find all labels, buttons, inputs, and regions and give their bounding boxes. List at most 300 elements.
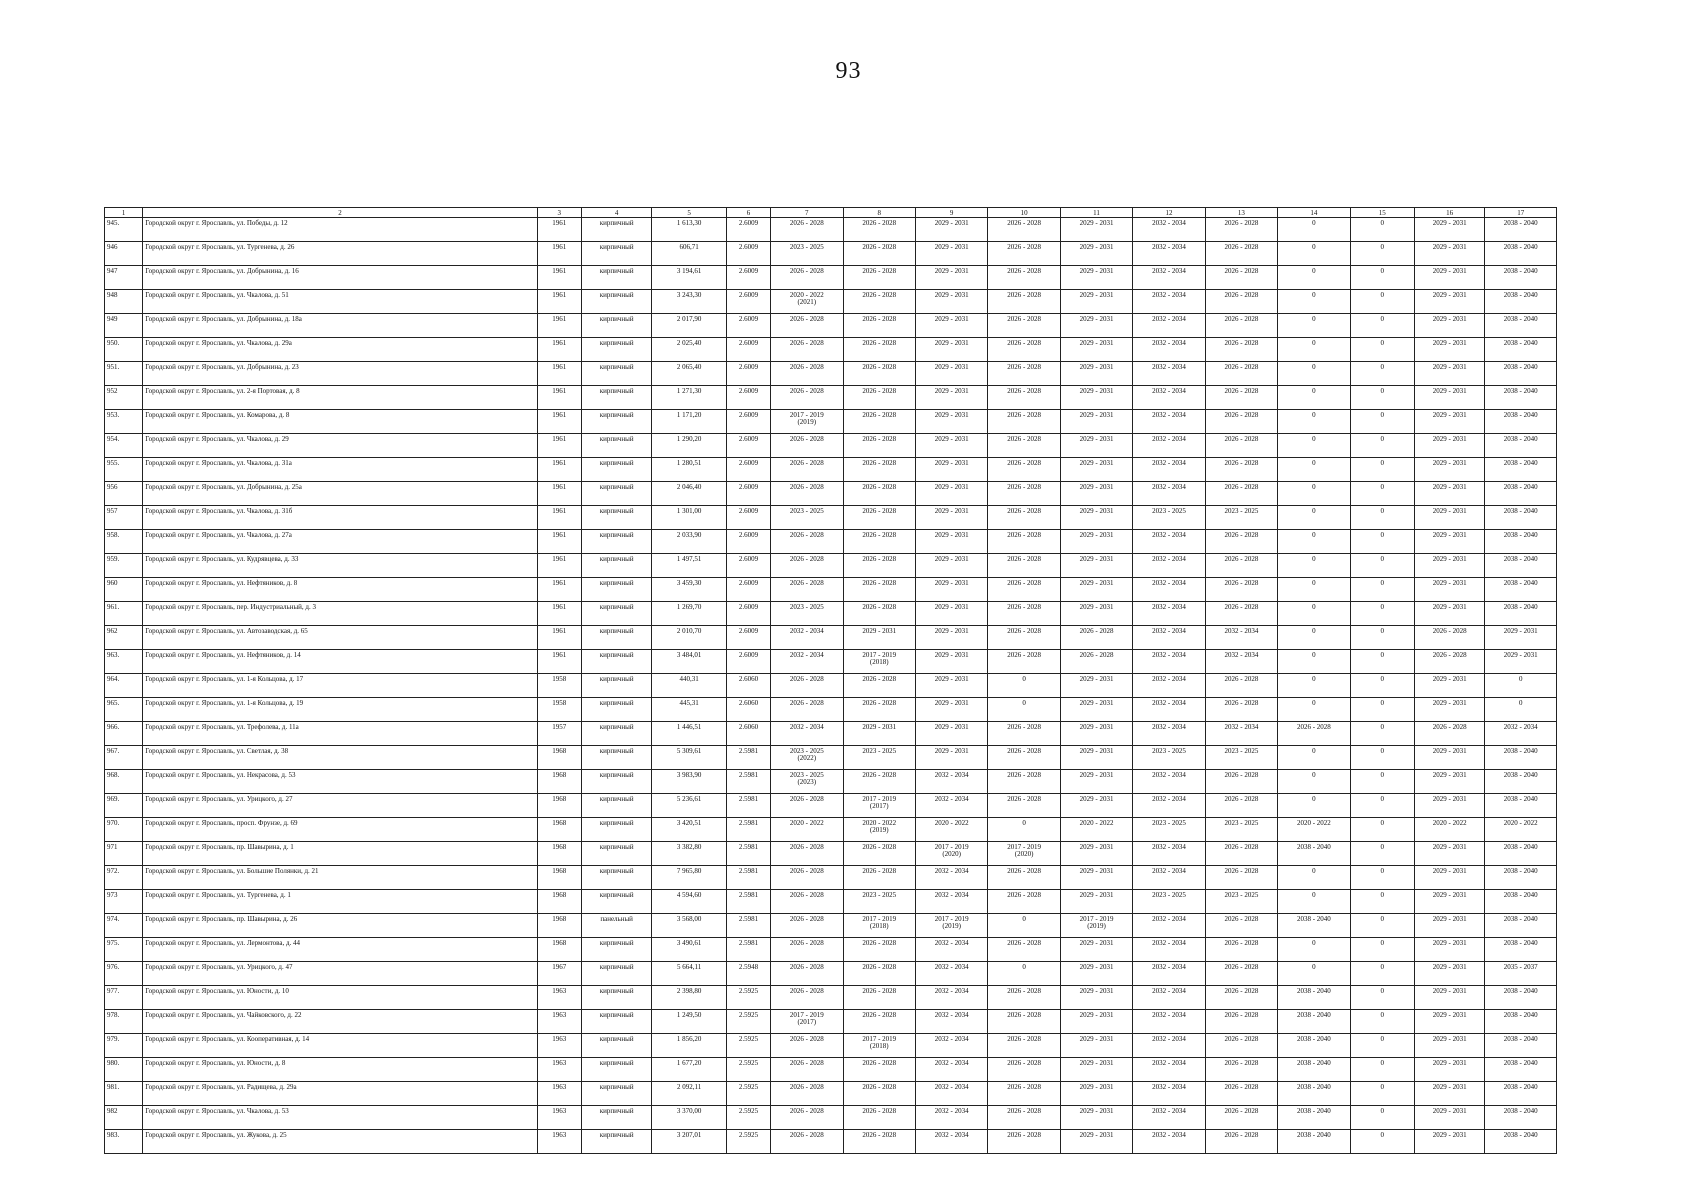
period-10-cell: 2026 - 2028 (988, 506, 1060, 530)
table-row (105, 1082, 1557, 1106)
column-number-3: 3 (537, 208, 581, 218)
year-built-cell: 1961 (537, 458, 581, 482)
address-cell: Городской округ г. Ярославль, ул. Автозаводская, д. 65 (143, 626, 537, 650)
table-row (105, 458, 1557, 482)
period-11-cell: 2029 - 2031 (1060, 410, 1132, 434)
row-number-cell: 969. (105, 794, 143, 818)
period-15-cell: 0 (1350, 938, 1414, 962)
coefficient-cell: 2.5981 (726, 866, 770, 890)
period-14-cell: 2020 - 2022 (1278, 818, 1350, 842)
year-built-cell: 1968 (537, 770, 581, 794)
period-9-cell: 2032 - 2034 (915, 1082, 987, 1106)
table-row (105, 290, 1557, 314)
period-12-cell: 2032 - 2034 (1133, 986, 1205, 1010)
column-number-16: 16 (1414, 208, 1484, 218)
period-13-cell: 2026 - 2028 (1205, 1010, 1277, 1034)
period-14-cell: 0 (1278, 866, 1350, 890)
row-number-cell: 945. (105, 218, 143, 242)
period-12-cell: 2032 - 2034 (1133, 314, 1205, 338)
period-13-cell: 2026 - 2028 (1205, 986, 1277, 1010)
table-row (105, 962, 1557, 986)
period-10-cell: 0 (988, 962, 1060, 986)
period-13-cell: 2026 - 2028 (1205, 674, 1277, 698)
period-7-cell: 2026 - 2028 (771, 362, 843, 386)
period-11-cell: 2029 - 2031 (1060, 314, 1132, 338)
period-11-cell: 2029 - 2031 (1060, 866, 1132, 890)
period-9-cell: 2029 - 2031 (915, 386, 987, 410)
address-cell: Городской округ г. Ярославль, ул. Тургенева, д. 26 (143, 242, 537, 266)
area-cell: 1 677,20 (652, 1058, 726, 1082)
coefficient-cell: 2.5981 (726, 818, 770, 842)
wall-material-cell: кирпичный (581, 506, 651, 530)
period-12-cell: 2032 - 2034 (1133, 482, 1205, 506)
period-actual-year: (2018) (869, 1042, 889, 1050)
period-9-cell: 2029 - 2031 (915, 698, 987, 722)
period-17-cell: 2038 - 2040 (1485, 218, 1557, 242)
coefficient-cell: 2.6009 (726, 338, 770, 362)
period-16-cell: 2029 - 2031 (1414, 602, 1484, 626)
period-9-cell: 2020 - 2022 (915, 818, 987, 842)
area-cell: 3 490,61 (652, 938, 726, 962)
wall-material-cell: кирпичный (581, 482, 651, 506)
period-15-cell: 0 (1350, 986, 1414, 1010)
year-built-cell: 1968 (537, 842, 581, 866)
period-12-cell: 2032 - 2034 (1133, 410, 1205, 434)
period-13-cell: 2026 - 2028 (1205, 242, 1277, 266)
period-7-cell: 2026 - 2028 (771, 1058, 843, 1082)
period-17-cell: 2038 - 2040 (1485, 482, 1557, 506)
area-cell: 1 301,00 (652, 506, 726, 530)
period-14-cell: 0 (1278, 746, 1350, 770)
year-built-cell: 1961 (537, 530, 581, 554)
row-number-cell: 978. (105, 1010, 143, 1034)
period-14-cell: 0 (1278, 674, 1350, 698)
address-cell: Городской округ г. Ярославль, ул. Кудрявцева, д. 33 (143, 554, 537, 578)
period-17-cell: 2032 - 2034 (1485, 722, 1557, 746)
year-built-cell: 1963 (537, 1106, 581, 1130)
row-number-cell: 961. (105, 602, 143, 626)
period-9-cell: 2029 - 2031 (915, 626, 987, 650)
period-8-cell: 2026 - 2028 (843, 530, 915, 554)
period-16-cell: 2029 - 2031 (1414, 482, 1484, 506)
coefficient-cell: 2.6009 (726, 650, 770, 674)
address-cell: Городской округ г. Ярославль, ул. Добрынина, д. 18а (143, 314, 537, 338)
area-cell: 5 309,61 (652, 746, 726, 770)
period-16-cell: 2029 - 2031 (1414, 866, 1484, 890)
area-cell: 1 497,51 (652, 554, 726, 578)
coefficient-cell: 2.5981 (726, 914, 770, 938)
period-7-cell (771, 1010, 843, 1034)
table-row (105, 722, 1557, 746)
address-cell: Городской округ г. Ярославль, ул. Чкалова, д. 29 (143, 434, 537, 458)
column-number-6: 6 (726, 208, 770, 218)
period-15-cell: 0 (1350, 1034, 1414, 1058)
year-built-cell: 1958 (537, 698, 581, 722)
column-number-14: 14 (1278, 208, 1350, 218)
row-number-cell: 982 (105, 1106, 143, 1130)
table-row (105, 1130, 1557, 1154)
period-8-cell: 2023 - 2025 (843, 746, 915, 770)
period-12-cell: 2032 - 2034 (1133, 266, 1205, 290)
period-15-cell: 0 (1350, 242, 1414, 266)
period-8-cell: 2029 - 2031 (843, 722, 915, 746)
period-13-cell: 2023 - 2025 (1205, 506, 1277, 530)
period-9-cell: 2029 - 2031 (915, 434, 987, 458)
year-built-cell: 1957 (537, 722, 581, 746)
period-12-cell: 2032 - 2034 (1133, 530, 1205, 554)
period-14-cell: 0 (1278, 890, 1350, 914)
wall-material-cell: кирпичный (581, 866, 651, 890)
period-8-cell: 2026 - 2028 (843, 266, 915, 290)
row-number-cell: 967. (105, 746, 143, 770)
period-16-cell: 2029 - 2031 (1414, 338, 1484, 362)
period-14-cell: 0 (1278, 938, 1350, 962)
period-8-cell: 2026 - 2028 (843, 698, 915, 722)
period-11-cell: 2029 - 2031 (1060, 1082, 1132, 1106)
wall-material-cell: кирпичный (581, 818, 651, 842)
period-actual-year: (2023) (797, 778, 817, 786)
coefficient-cell: 2.6009 (726, 242, 770, 266)
period-17-cell: 2020 - 2022 (1485, 818, 1557, 842)
period-9-cell: 2029 - 2031 (915, 458, 987, 482)
period-16-cell: 2029 - 2031 (1414, 506, 1484, 530)
period-12-cell: 2032 - 2034 (1133, 674, 1205, 698)
coefficient-cell: 2.5948 (726, 962, 770, 986)
wall-material-cell: кирпичный (581, 1082, 651, 1106)
period-16-cell: 2029 - 2031 (1414, 1130, 1484, 1154)
period-13-cell: 2026 - 2028 (1205, 938, 1277, 962)
address-cell: Городской округ г. Ярославль, ул. 1-я Кольцова, д. 17 (143, 674, 537, 698)
period-11-cell: 2029 - 2031 (1060, 962, 1132, 986)
year-built-cell: 1963 (537, 1010, 581, 1034)
period-11-cell: 2029 - 2031 (1060, 434, 1132, 458)
period-13-cell: 2032 - 2034 (1205, 650, 1277, 674)
period-7-cell (771, 746, 843, 770)
coefficient-cell: 2.5925 (726, 1010, 770, 1034)
wall-material-cell: кирпичный (581, 314, 651, 338)
period-10-cell: 2026 - 2028 (988, 1010, 1060, 1034)
wall-material-cell: кирпичный (581, 626, 651, 650)
period-17-cell: 2038 - 2040 (1485, 290, 1557, 314)
period-15-cell: 0 (1350, 626, 1414, 650)
period-14-cell: 2038 - 2040 (1278, 1034, 1350, 1058)
period-actual-year: (2018) (869, 922, 889, 930)
period-16-cell: 2029 - 2031 (1414, 314, 1484, 338)
period-8-cell: 2026 - 2028 (843, 290, 915, 314)
row-number-cell: 965. (105, 698, 143, 722)
wall-material-cell: кирпичный (581, 1106, 651, 1130)
period-15-cell: 0 (1350, 842, 1414, 866)
address-cell: Городской округ г. Ярославль, ул. Чайковского, д. 22 (143, 1010, 537, 1034)
area-cell: 3 207,01 (652, 1130, 726, 1154)
year-built-cell: 1961 (537, 482, 581, 506)
period-9-cell: 2032 - 2034 (915, 866, 987, 890)
period-14-cell: 0 (1278, 338, 1350, 362)
year-built-cell: 1961 (537, 386, 581, 410)
period-8-cell: 2026 - 2028 (843, 218, 915, 242)
period-12-cell: 2032 - 2034 (1133, 1034, 1205, 1058)
period-9-cell: 2029 - 2031 (915, 290, 987, 314)
period-14-cell: 2038 - 2040 (1278, 1082, 1350, 1106)
period-13-cell: 2032 - 2034 (1205, 626, 1277, 650)
row-number-cell: 968. (105, 770, 143, 794)
period-7-cell: 2026 - 2028 (771, 266, 843, 290)
period-10-cell: 0 (988, 818, 1060, 842)
period-13-cell: 2026 - 2028 (1205, 314, 1277, 338)
row-number-cell: 953. (105, 410, 143, 434)
area-cell: 1 446,51 (652, 722, 726, 746)
year-built-cell: 1958 (537, 674, 581, 698)
period-9-cell: 2029 - 2031 (915, 314, 987, 338)
period-9-cell: 2029 - 2031 (915, 410, 987, 434)
row-number-cell: 983. (105, 1130, 143, 1154)
wall-material-cell: кирпичный (581, 290, 651, 314)
period-8-cell: 2026 - 2028 (843, 962, 915, 986)
period-9-cell: 2029 - 2031 (915, 578, 987, 602)
period-15-cell: 0 (1350, 914, 1414, 938)
area-cell: 2 033,90 (652, 530, 726, 554)
address-cell: Городской округ г. Ярославль, пр. Шавырина, д. 26 (143, 914, 537, 938)
address-cell: Городской округ г. Ярославль, ул. Трефолева, д. 11а (143, 722, 537, 746)
period-10-cell: 2026 - 2028 (988, 554, 1060, 578)
period-11-cell: 2029 - 2031 (1060, 890, 1132, 914)
period-8-cell: 2026 - 2028 (843, 1058, 915, 1082)
period-13-cell: 2026 - 2028 (1205, 362, 1277, 386)
period-17-cell: 2038 - 2040 (1485, 938, 1557, 962)
period-13-cell: 2026 - 2028 (1205, 458, 1277, 482)
address-cell: Городской округ г. Ярославль, ул. Урицкого, д. 27 (143, 794, 537, 818)
period-15-cell: 0 (1350, 650, 1414, 674)
period-7-cell: 2026 - 2028 (771, 338, 843, 362)
area-cell: 3 370,00 (652, 1106, 726, 1130)
period-13-cell: 2026 - 2028 (1205, 386, 1277, 410)
column-number-4: 4 (581, 208, 651, 218)
address-cell: Городской округ г. Ярославль, ул. 1-я Кольцова, д. 19 (143, 698, 537, 722)
period-10-cell: 2026 - 2028 (988, 746, 1060, 770)
column-number-15: 15 (1350, 208, 1414, 218)
period-12-cell: 2032 - 2034 (1133, 866, 1205, 890)
wall-material-cell: кирпичный (581, 602, 651, 626)
period-14-cell: 0 (1278, 794, 1350, 818)
year-built-cell: 1968 (537, 890, 581, 914)
period-main: 2017 - 2019 (789, 1011, 824, 1019)
period-14-cell: 0 (1278, 530, 1350, 554)
period-7-cell: 2023 - 2025 (771, 602, 843, 626)
period-14-cell: 2038 - 2040 (1278, 1106, 1350, 1130)
address-cell: Городской округ г. Ярославль, ул. Большие Полянки, д. 21 (143, 866, 537, 890)
period-8-cell: 2026 - 2028 (843, 242, 915, 266)
row-number-cell: 973 (105, 890, 143, 914)
period-10-cell: 2026 - 2028 (988, 722, 1060, 746)
row-number-cell: 979. (105, 1034, 143, 1058)
table-row (105, 698, 1557, 722)
area-cell: 3 484,01 (652, 650, 726, 674)
period-16-cell: 2029 - 2031 (1414, 434, 1484, 458)
period-13-cell: 2026 - 2028 (1205, 866, 1277, 890)
period-13-cell: 2026 - 2028 (1205, 914, 1277, 938)
row-number-cell: 946 (105, 242, 143, 266)
period-8-cell: 2026 - 2028 (843, 458, 915, 482)
period-8-cell: 2026 - 2028 (843, 842, 915, 866)
period-7-cell: 2026 - 2028 (771, 1082, 843, 1106)
year-built-cell: 1968 (537, 866, 581, 890)
period-10-cell: 2026 - 2028 (988, 890, 1060, 914)
period-main: 2017 - 2019 (934, 843, 969, 851)
period-9-cell: 2032 - 2034 (915, 1034, 987, 1058)
period-13-cell: 2026 - 2028 (1205, 962, 1277, 986)
period-8-cell: 2026 - 2028 (843, 986, 915, 1010)
wall-material-cell: кирпичный (581, 386, 651, 410)
period-16-cell: 2029 - 2031 (1414, 458, 1484, 482)
table-row (105, 434, 1557, 458)
period-11-cell (1060, 914, 1132, 938)
period-actual-year: (2020) (942, 850, 961, 858)
coefficient-cell: 2.6009 (726, 482, 770, 506)
period-12-cell: 2032 - 2034 (1133, 842, 1205, 866)
year-built-cell: 1968 (537, 746, 581, 770)
period-13-cell: 2026 - 2028 (1205, 1106, 1277, 1130)
column-number-8: 8 (843, 208, 915, 218)
period-13-cell: 2026 - 2028 (1205, 842, 1277, 866)
period-9-cell: 2032 - 2034 (915, 1058, 987, 1082)
period-14-cell: 2026 - 2028 (1278, 722, 1350, 746)
period-7-cell: 2026 - 2028 (771, 314, 843, 338)
period-17-cell: 2038 - 2040 (1485, 746, 1557, 770)
area-cell: 5 664,11 (652, 962, 726, 986)
period-13-cell: 2026 - 2028 (1205, 794, 1277, 818)
period-13-cell: 2026 - 2028 (1205, 218, 1277, 242)
period-17-cell: 2038 - 2040 (1485, 770, 1557, 794)
year-built-cell: 1961 (537, 602, 581, 626)
address-cell: Городской округ г. Ярославль, ул. Чкалова, д. 53 (143, 1106, 537, 1130)
period-11-cell: 2029 - 2031 (1060, 842, 1132, 866)
period-8-cell (843, 914, 915, 938)
wall-material-cell: кирпичный (581, 410, 651, 434)
row-number-cell: 957 (105, 506, 143, 530)
period-8-cell: 2026 - 2028 (843, 938, 915, 962)
period-10-cell: 2026 - 2028 (988, 1082, 1060, 1106)
area-cell: 445,31 (652, 698, 726, 722)
period-8-cell: 2026 - 2028 (843, 1082, 915, 1106)
period-11-cell: 2029 - 2031 (1060, 458, 1132, 482)
period-17-cell: 0 (1485, 674, 1557, 698)
table-row (105, 842, 1557, 866)
period-8-cell: 2026 - 2028 (843, 338, 915, 362)
table-row (105, 890, 1557, 914)
table-row (105, 554, 1557, 578)
period-11-cell: 2029 - 2031 (1060, 1130, 1132, 1154)
period-16-cell: 2029 - 2031 (1414, 410, 1484, 434)
period-10-cell: 0 (988, 914, 1060, 938)
period-13-cell: 2026 - 2028 (1205, 530, 1277, 554)
period-7-cell: 2026 - 2028 (771, 1034, 843, 1058)
period-12-cell: 2032 - 2034 (1133, 794, 1205, 818)
year-built-cell: 1961 (537, 650, 581, 674)
period-12-cell: 2032 - 2034 (1133, 938, 1205, 962)
period-11-cell: 2020 - 2022 (1060, 818, 1132, 842)
column-number-row (105, 208, 1557, 218)
period-11-cell: 2029 - 2031 (1060, 602, 1132, 626)
period-17-cell: 2038 - 2040 (1485, 1058, 1557, 1082)
period-8-cell: 2023 - 2025 (843, 890, 915, 914)
wall-material-cell: кирпичный (581, 338, 651, 362)
period-11-cell: 2029 - 2031 (1060, 530, 1132, 554)
period-12-cell: 2032 - 2034 (1133, 386, 1205, 410)
period-14-cell: 0 (1278, 506, 1350, 530)
period-10-cell: 2026 - 2028 (988, 986, 1060, 1010)
period-15-cell: 0 (1350, 1106, 1414, 1130)
address-cell: Городской округ г. Ярославль, ул. Жукова, д. 25 (143, 1130, 537, 1154)
table-row (105, 794, 1557, 818)
period-actual-year: (2020) (1014, 850, 1034, 858)
row-number-cell: 954. (105, 434, 143, 458)
area-cell: 3 382,80 (652, 842, 726, 866)
column-number-12: 12 (1133, 208, 1205, 218)
period-14-cell: 2038 - 2040 (1278, 1010, 1350, 1034)
year-built-cell: 1961 (537, 578, 581, 602)
period-8-cell: 2026 - 2028 (843, 770, 915, 794)
period-11-cell: 2029 - 2031 (1060, 554, 1132, 578)
period-11-cell: 2029 - 2031 (1060, 482, 1132, 506)
table-row (105, 818, 1557, 842)
period-14-cell: 0 (1278, 698, 1350, 722)
wall-material-cell: кирпичный (581, 770, 651, 794)
period-9-cell: 2029 - 2031 (915, 746, 987, 770)
coefficient-cell: 2.6009 (726, 434, 770, 458)
period-8-cell: 2029 - 2031 (843, 626, 915, 650)
column-number-10: 10 (988, 208, 1060, 218)
table-row (105, 674, 1557, 698)
table-row (105, 482, 1557, 506)
period-16-cell: 2026 - 2028 (1414, 650, 1484, 674)
period-12-cell: 2032 - 2034 (1133, 242, 1205, 266)
area-cell: 2 025,40 (652, 338, 726, 362)
year-built-cell: 1963 (537, 1034, 581, 1058)
period-14-cell: 0 (1278, 770, 1350, 794)
period-9-cell: 2029 - 2031 (915, 554, 987, 578)
period-8-cell: 2026 - 2028 (843, 1130, 915, 1154)
period-7-cell: 2026 - 2028 (771, 794, 843, 818)
year-built-cell: 1961 (537, 506, 581, 530)
address-cell: Городской округ г. Ярославль, ул. Нефтяников, д. 14 (143, 650, 537, 674)
period-11-cell: 2026 - 2028 (1060, 626, 1132, 650)
period-8-cell: 2026 - 2028 (843, 506, 915, 530)
housing-repair-table (104, 207, 1557, 1154)
period-7-cell: 2020 - 2022 (771, 818, 843, 842)
period-17-cell: 2029 - 2031 (1485, 650, 1557, 674)
period-9-cell: 2029 - 2031 (915, 362, 987, 386)
period-12-cell: 2023 - 2025 (1133, 818, 1205, 842)
coefficient-cell: 2.6009 (726, 386, 770, 410)
period-9-cell: 2029 - 2031 (915, 602, 987, 626)
year-built-cell: 1961 (537, 290, 581, 314)
period-11-cell: 2029 - 2031 (1060, 218, 1132, 242)
period-16-cell: 2029 - 2031 (1414, 770, 1484, 794)
row-number-cell: 952 (105, 386, 143, 410)
row-number-cell: 958. (105, 530, 143, 554)
period-10-cell: 2026 - 2028 (988, 866, 1060, 890)
period-actual-year: (2021) (797, 298, 817, 306)
period-13-cell: 2026 - 2028 (1205, 290, 1277, 314)
period-10-cell: 2026 - 2028 (988, 338, 1060, 362)
address-cell: Городской округ г. Ярославль, ул. Добрынина, д. 16 (143, 266, 537, 290)
coefficient-cell: 2.6009 (726, 410, 770, 434)
period-16-cell: 2029 - 2031 (1414, 290, 1484, 314)
period-8-cell: 2026 - 2028 (843, 1010, 915, 1034)
coefficient-cell: 2.6009 (726, 314, 770, 338)
table-row (105, 218, 1557, 242)
period-16-cell: 2020 - 2022 (1414, 818, 1484, 842)
